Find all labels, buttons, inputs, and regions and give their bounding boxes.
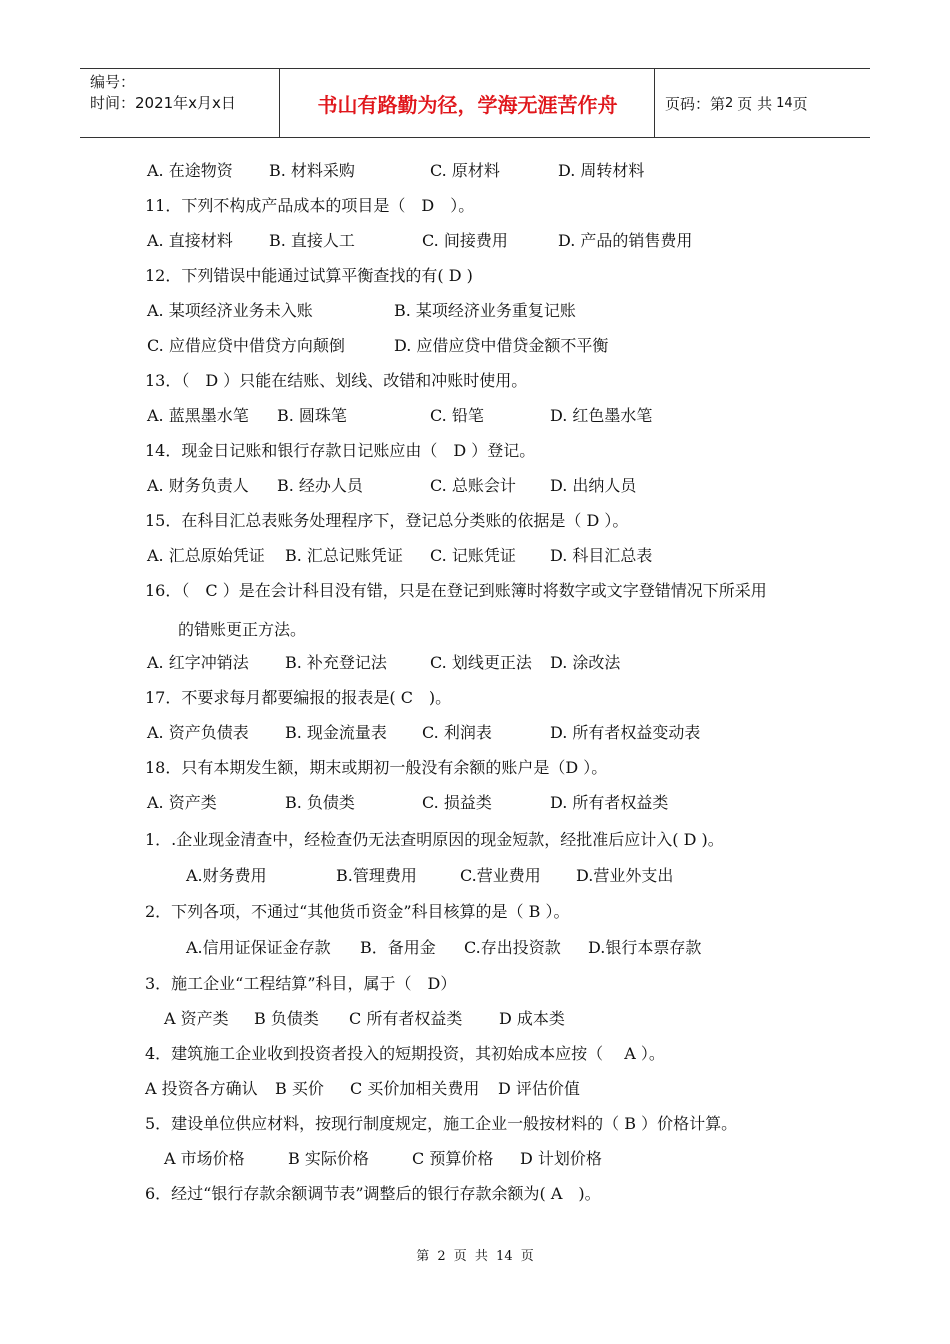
option-b: B. 汇总记账凭证 [285, 546, 403, 565]
option-d: D. 周转材料 [558, 161, 645, 180]
option-d: D. 红色墨水笔 [550, 406, 653, 425]
page-label: 页码：第 [665, 94, 726, 113]
question-p4: 4．建筑施工企业收到投资者投入的短期投资，其初始成本应按（ A ）。 [145, 1044, 665, 1063]
code-label: 编号： [90, 73, 136, 91]
question-p3: 3．施工企业“工程结算”科目，属于（ D） [145, 974, 457, 993]
option-d: D 成本类 [499, 1009, 565, 1028]
option-a: A 资产类 [164, 1009, 229, 1028]
option-b: B. 某项经济业务重复记账 [394, 301, 576, 320]
option-a: A. 在途物资 [147, 161, 233, 180]
option-d: D 计划价格 [520, 1149, 602, 1168]
option-a: A. 蓝黑墨水笔 [147, 406, 249, 425]
option-a: A 投资各方确认 [145, 1079, 258, 1098]
question-p6: 6．经过“银行存款余额调节表”调整后的银行存款余额为( A )。 [145, 1184, 601, 1203]
option-c: C. 损益类 [422, 793, 492, 812]
option-b: B 负债类 [254, 1009, 319, 1028]
option-a: A. 财务负责人 [147, 476, 249, 495]
header-page-info [655, 69, 870, 137]
option-c: C.营业费用 [460, 866, 541, 885]
question-15: 15．在科目汇总表账务处理程序下，登记总分类账的依据是（ D ）。 [145, 511, 629, 530]
option-b: B. 补充登记法 [285, 653, 387, 672]
option-b: B. 现金流量表 [285, 723, 387, 742]
question-13: 13．（ D ）只能在结账、划线、改错和冲账时使用。 [145, 371, 528, 390]
option-c: C 买价加相关费用 [350, 1079, 480, 1098]
option-d: D. 所有者权益变动表 [550, 723, 701, 742]
question-p2: 2．下列各项，不通过“其他货币资金”科目核算的是（ B ）。 [145, 902, 570, 921]
option-d: D. 出纳人员 [550, 476, 637, 495]
question-16: 16．（ C ）是在会计科目没有错，只是在登记到账簿时将数字或文字登错情况下所采用 [145, 581, 767, 600]
option-c: C. 间接费用 [422, 231, 508, 250]
option-b: B. 直接人工 [269, 231, 355, 250]
option-a: A 市场价格 [164, 1149, 245, 1168]
option-a: A.信用证保证金存款 [186, 938, 331, 957]
option-a: A.财务费用 [186, 866, 267, 885]
option-d: D. 科目汇总表 [550, 546, 653, 565]
page-end: 页 [792, 94, 808, 113]
option-c: C 预算价格 [412, 1149, 494, 1168]
option-c: C. 应借应贷中借贷方向颠倒 [147, 336, 345, 355]
option-b: B 买价 [275, 1079, 324, 1098]
question-14: 14．现金日记账和银行存款日记账应由（ D ）登记。 [145, 441, 536, 460]
question-p5: 5．建设单位供应材料，按现行制度规定，施工企业一般按材料的（ B ）价格计算。 [145, 1114, 738, 1133]
option-b: B.管理费用 [336, 866, 417, 885]
option-c: C. 总账会计 [430, 476, 516, 495]
question-16-cont: 的错账更正方法。 [178, 620, 307, 639]
time-label: 时间：2021年x月x日 [90, 94, 236, 112]
option-c: C. 铅笔 [430, 406, 484, 425]
option-d: D 评估价值 [498, 1079, 580, 1098]
option-d: D. 所有者权益类 [550, 793, 669, 812]
option-d: D. 产品的销售费用 [558, 231, 693, 250]
option-d: D.营业外支出 [576, 866, 674, 885]
page-footer: 第 2 页 共 14 页 [416, 1249, 534, 1264]
option-a: A. 红字冲销法 [147, 653, 249, 672]
page-header [80, 68, 870, 138]
question-17: 17．不要求每月都要编报的报表是( C )。 [145, 688, 452, 707]
page-number: 2 [725, 95, 734, 111]
page-total: 14 [776, 95, 793, 111]
question-11: 11．下列不构成产品成本的项目是（ D ）。 [145, 196, 475, 215]
option-a: A. 直接材料 [147, 231, 233, 250]
option-b: B. 圆珠笔 [277, 406, 347, 425]
option-a: A. 资产负债表 [147, 723, 249, 742]
option-c: C. 划线更正法 [430, 653, 532, 672]
option-b: B 实际价格 [288, 1149, 369, 1168]
option-c: C 所有者权益类 [349, 1009, 463, 1028]
question-12: 12．下列错误中能通过试算平衡查找的有( D ) [145, 266, 473, 285]
option-c: C. 利润表 [422, 723, 492, 742]
option-d: D. 应借应贷中借贷金额不平衡 [394, 336, 609, 355]
question-18: 18．只有本期发生额，期末或期初一般没有余额的账户是（D ）。 [145, 758, 608, 777]
option-d: D.银行本票存款 [588, 938, 702, 957]
option-c: C.存出投资款 [464, 938, 561, 957]
option-a: A. 资产类 [147, 793, 217, 812]
option-c: C. 记账凭证 [430, 546, 516, 565]
option-b: B．备用金 [360, 938, 436, 957]
option-c: C. 原材料 [430, 161, 500, 180]
option-b: B. 材料采购 [269, 161, 355, 180]
question-p1: 1．.企业现金清查中，经检查仍无法查明原因的现金短款，经批准后应计入( D )。 [145, 830, 724, 849]
option-a: A. 某项经济业务未入账 [147, 301, 313, 320]
header-motto: 书山有路勤为径，学海无涯苦作舟 [281, 69, 655, 137]
option-a: A. 汇总原始凭证 [147, 546, 265, 565]
header-meta [80, 69, 280, 137]
option-b: B. 经办人员 [277, 476, 363, 495]
page-mid: 页 共 [737, 94, 773, 113]
option-d: D. 涂改法 [550, 653, 621, 672]
option-b: B. 负债类 [285, 793, 355, 812]
